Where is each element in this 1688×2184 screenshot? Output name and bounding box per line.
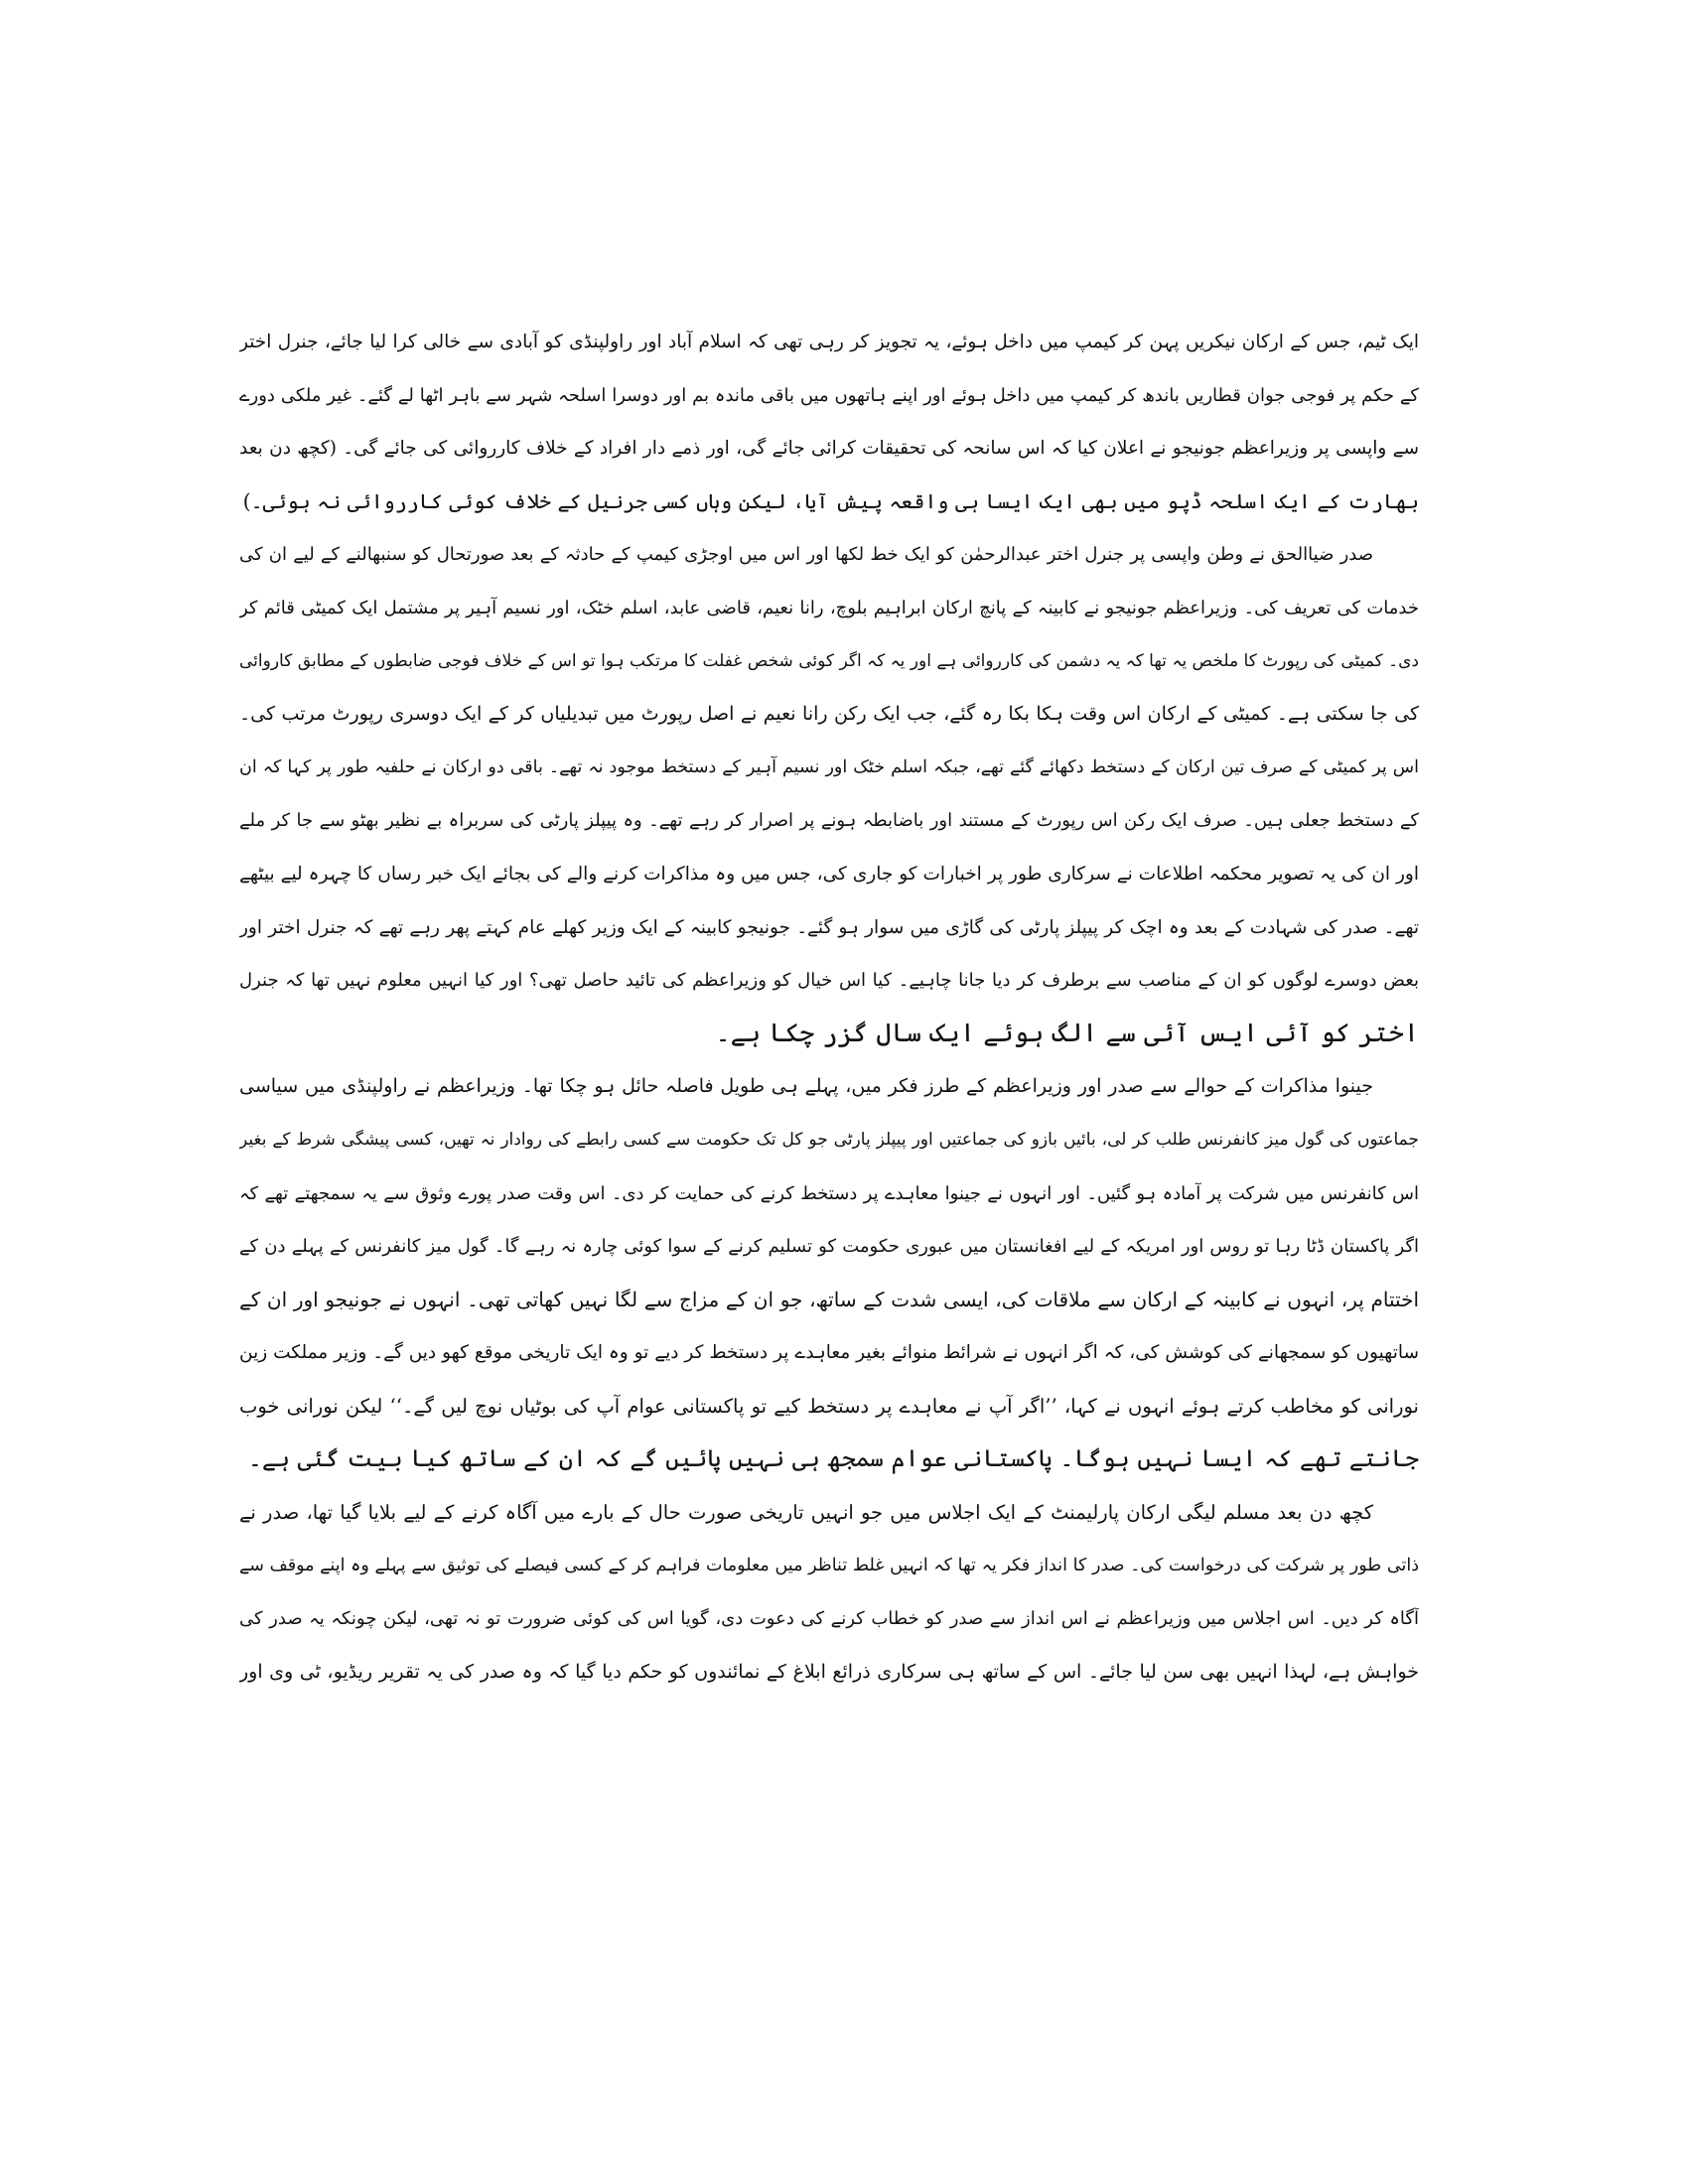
text-line: کی جا سکتی ہے۔ کمیٹی کے ارکان اس وقت ہکا بکا رہ گئے، جب ایک رکن رانا نعیم نے اصل رپورٹ میں تبدیلیاں کر کے ایک دوسری رپورٹ مرتب کی۔ bbox=[239, 703, 1419, 726]
text-line: صدر ضیاالحق نے وطن واپسی پر جنرل اختر عبدالرحمٰن کو ایک خط لکھا اور اس میں اوجڑی کیمپ کے حادثہ کے بعد صورتحال کو سنبھالنے کے لیے ان کی bbox=[239, 544, 1373, 566]
text-line: سے واپسی پر وزیراعظم جونیجو نے اعلان کیا کہ اس سانحہ کی تحقیقات کرائی جائے گی، اور ذمے دار افراد کے خلاف کارروائی کی جائے گی۔ (کچھ دن بعد bbox=[239, 438, 1419, 460]
text-line: اگر پاکستان ڈٹا رہا تو روس اور امریکہ کے لیے افغانستان میں عبوری حکومت کو تسلیم کرنے کے سوا کوئی چارہ نہ رہے گا۔ گول میز کانفرنس کے پہلے دن کے bbox=[239, 1236, 1419, 1258]
text-line: آگاہ کر دیں۔ اس اجلاس میں وزیراعظم نے اس انداز سے صدر کو خطاب کرنے کی دعوت دی، گویا اس کی کوئی ضرورت تو نہ تھی، لیکن چونکہ یہ صدر کی bbox=[239, 1608, 1419, 1630]
text-line: ایک ٹیم، جس کے ارکان نیکریں پہن کر کیمپ میں داخل ہوئے، یہ تجویز کر رہی تھی کہ اسلام آباد اور راولپنڈی کو آبادی سے خالی کرا لیا جائے، جنرل اختر bbox=[239, 332, 1419, 352]
text-line: خدمات کی تعریف کی۔ وزیراعظم جونیجو نے کابینہ کے پانچ ارکان ابراہیم بلوچ، رانا نعیم، قاضی عابد، اسلم خٹک، اور نسیم آہیر پر مشتمل ایک کمیٹی قائم کر bbox=[239, 597, 1419, 618]
text-line: دی۔ کمیٹی کی رپورٹ کا ملخص یہ تھا کہ یہ دشمن کی کارروائی ہے اور یہ کہ اگر کوئی شخص غفلت کا مرتکب ہوا تو اس کے خلاف فوجی ضابطوں کے مطابق کاروائی bbox=[239, 650, 1419, 671]
text-line: اس پر کمیٹی کے صرف تین ارکان کے دستخط دکھائے گئے تھے، جبکہ اسلم خٹک اور نسیم آہیر کے دستخط موجود نہ تھے۔ باقی دو ارکان نے حلفیہ طور پر کہا کہ ان bbox=[239, 756, 1419, 777]
text-line: ذاتی طور پر شرکت کی درخواست کی۔ صدر کا انداز فکر یہ تھا کہ انہیں غلط تناظر میں معلومات فراہم کر کے کسی فیصلے کی توثیق سے پہلے وہ اپنے موقف سے bbox=[239, 1555, 1419, 1575]
text-line: نورانی کو مخاطب کرتے ہوئے انہوں نے کہا، ’’اگر آپ نے معاہدے پر دستخط کیے تو پاکستانی عوام آپ کی بوٹیاں نوچ لیں گے۔‘‘ لیکن نورانی خوب bbox=[239, 1394, 1419, 1418]
body-text bbox=[239, 316, 1419, 1699]
text-line: کے حکم پر فوجی جوان قطاریں باندھ کر کیمپ میں داخل ہوئے اور اپنے ہاتھوں میں باقی ماندہ بم اور دوسرا اسلحہ شہر سے باہر اٹھا لے گئے۔ غیر ملکی دورے bbox=[239, 384, 1419, 406]
text-line: کے دستخط جعلی ہیں۔ صرف ایک رکن اس رپورٹ کے مستند اور باضابطہ ہونے پر اصرار کر رہے تھے۔ وہ پیپلز پارٹی کی سربراہ بے نظیر بھٹو سے جا کر ملے bbox=[239, 810, 1419, 832]
paragraph bbox=[239, 528, 1419, 1060]
text-line: اختر کو آئی ایس آئی سے الگ ہوئے ایک سال گزر چکا ہے۔ bbox=[715, 1018, 1419, 1048]
text-line: ساتھیوں کو سمجھانے کی کوشش کی، کہ اگر انہوں نے شرائط منوائے بغیر معاہدے پر دستخط کر دیے تو وہ ایک تاریخی موقع کھو دیں گے۔ وزیر مملکت زین bbox=[239, 1342, 1419, 1364]
text-line: بعض دوسرے لوگوں کو ان کے مناصب سے برطرف کر دیا جانا چاہیے۔ کیا اس خیال کو وزیراعظم کی تائید حاصل تھی؟ اور کیا انہیں معلوم نہیں تھا کہ جنرل bbox=[239, 970, 1419, 992]
text-line: بھارت کے ایک اسلحہ ڈپو میں بھی ایک ایسا ہی واقعہ پیش آیا، لیکن وہاں کسی جرنیل کے خلاف کوئی کارروائی نہ ہوئی۔) bbox=[242, 488, 1419, 513]
text-line: جانتے تھے کہ ایسا نہیں ہوگا۔ پاکستانی عوام سمجھ ہی نہیں پائیں گے کہ ان کے ساتھ کیا بیت گئی ہے۔ bbox=[247, 1444, 1419, 1473]
text-line: جماعتوں کی گول میز کانفرنس طلب کر لی، بائیں بازو کی جماعتیں اور پیپلز پارٹی جو کل تک حکومت سے کسی رابطے کی روادار نہ تھیں، کسی پیشگی شرط کے بغیر bbox=[239, 1129, 1419, 1150]
text-line: کچھ دن بعد مسلم لیگی ارکان پارلیمنٹ کے ایک اجلاس میں جو انہیں تاریخی صورت حال کے بارے میں آگاہ کرنے کے لیے بلایا گیا تھا، صدر نے bbox=[239, 1501, 1373, 1525]
text-line: اختتام پر، انہوں نے کابینہ کے ارکان سے ملاقات کی، ایسی شدت کے ساتھ، جو ان کے مزاج سے لگا نہیں کھاتی تھی۔ انہوں نے جونیجو اور ان کے bbox=[239, 1287, 1419, 1311]
text-line: خواہش ہے، لہذا انہیں بھی سن لیا جائے۔ اس کے ساتھ ہی سرکاری ذرائع ابلاغ کے نمائندوں کو حکم دیا گیا کہ وہ صدر کی یہ تقریر ریڈیو، ٹی وی اور bbox=[239, 1660, 1419, 1683]
text-line: تھے۔ صدر کی شہادت کے بعد وہ اچک کر پیپلز پارٹی کی گاڑی میں سوار ہو گئے۔ جونیجو کابینہ کے ایک وزیر کھلے عام کہتے پھر رہے تھے کہ جنرل اختر اور bbox=[239, 916, 1419, 938]
paragraph bbox=[239, 1060, 1419, 1486]
text-line: اور ان کی یہ تصویر محکمہ اطلاعات نے سرکاری طور پر اخبارات کو جاری کی، جس میں وہ مذاکرات کرنے والے کی بجائے ایک خبر رساں کا چہرہ لیے بیٹھے bbox=[239, 863, 1419, 885]
text-line: اس کانفرنس میں شرکت پر آمادہ ہو گئیں۔ اور انہوں نے جینوا معاہدے پر دستخط کرنے کی حمایت کر دی۔ اس وقت صدر پورے وثوق سے یہ سمجھتے تھے کہ bbox=[239, 1182, 1419, 1204]
text-line: جینوا مذاکرات کے حوالے سے صدر اور وزیراعظم کے طرز فکر میں، پہلے ہی طویل فاصلہ حائل ہو چکا تھا۔ وزیراعظم نے راولپنڈی میں سیاسی bbox=[239, 1075, 1373, 1098]
paragraph bbox=[239, 316, 1419, 528]
paragraph bbox=[239, 1486, 1419, 1699]
